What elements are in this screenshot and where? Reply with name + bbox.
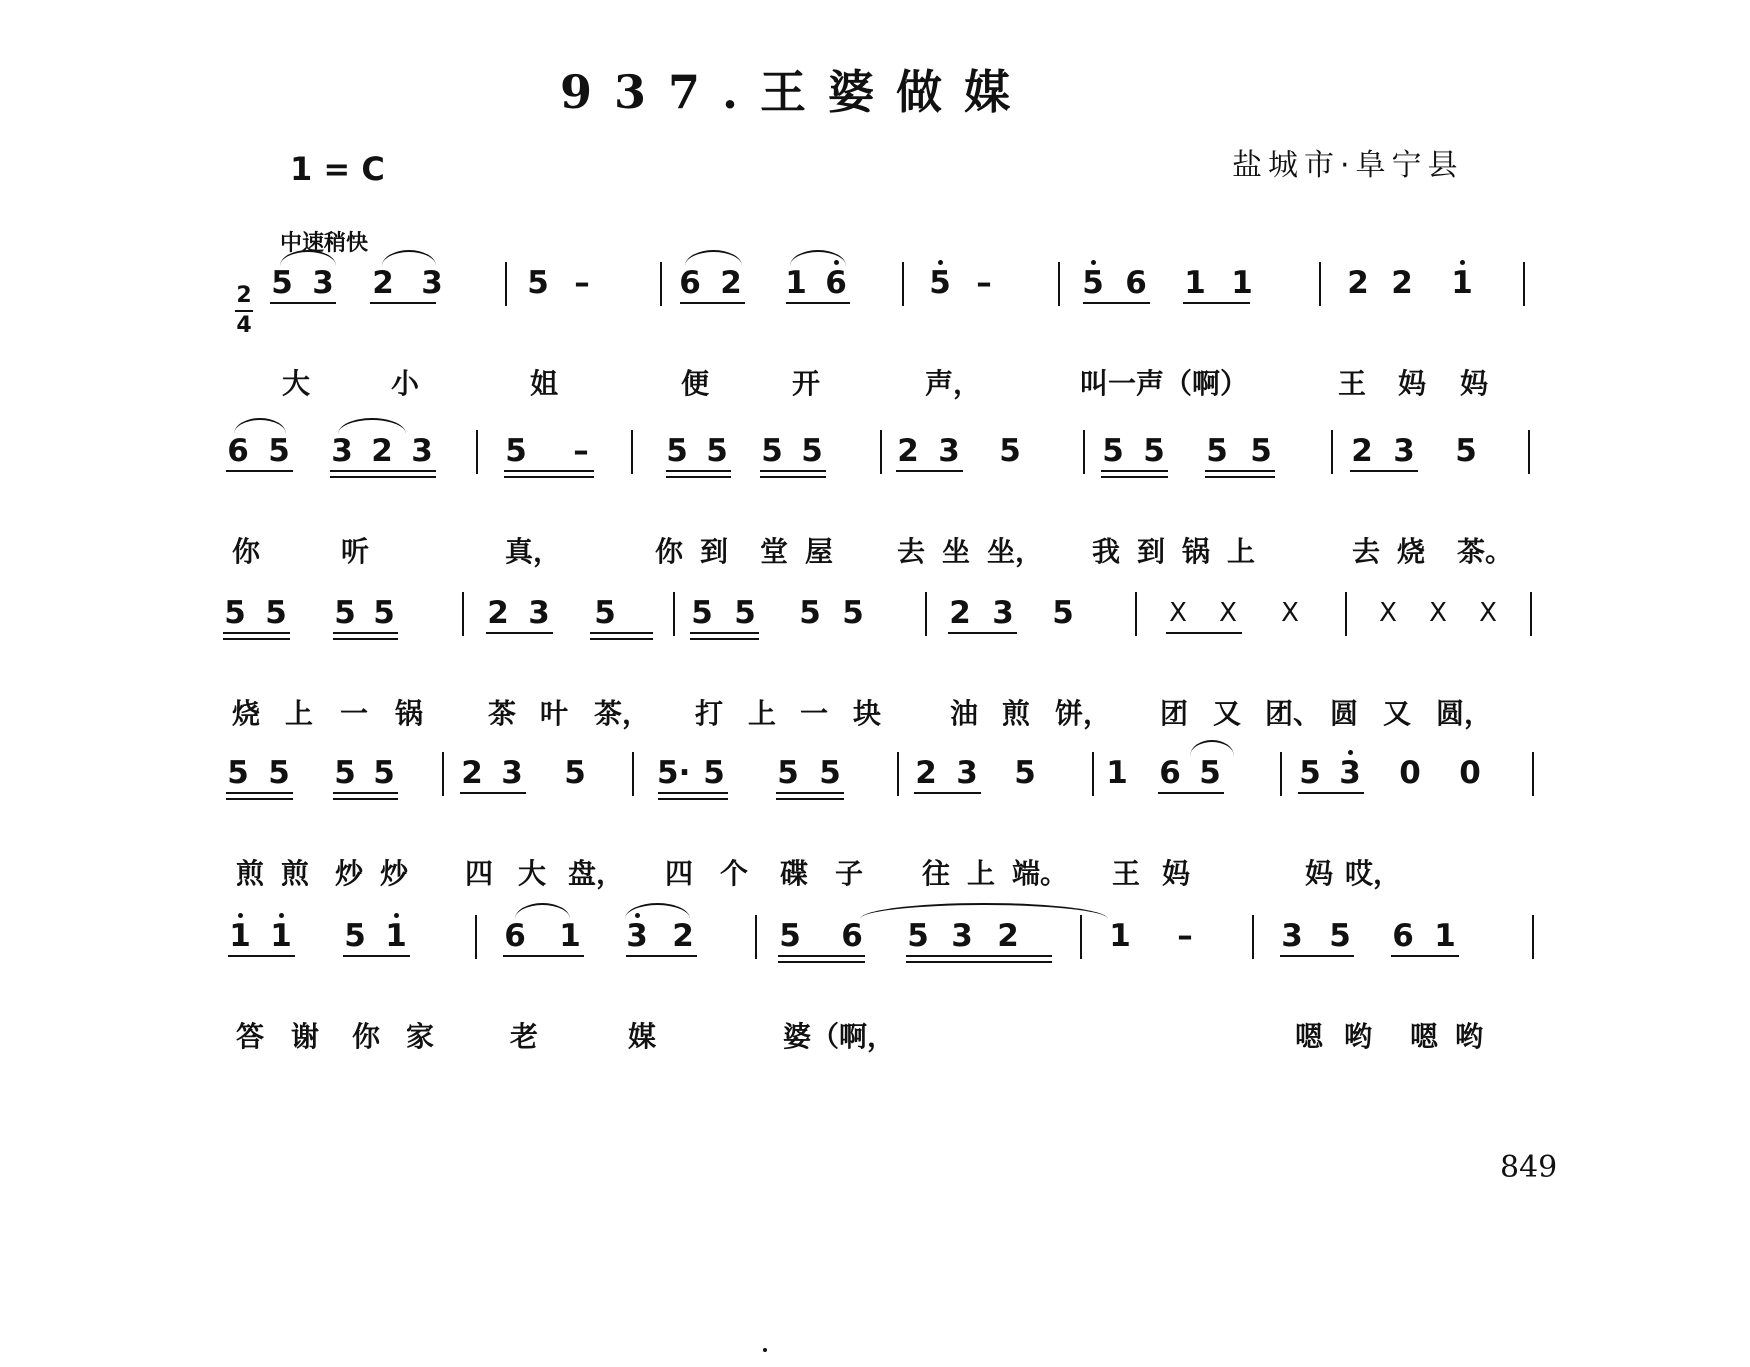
- barline: [1331, 430, 1333, 474]
- lyric-syllable: 嗯: [1410, 1020, 1439, 1053]
- beam: [690, 632, 759, 634]
- note: 6: [825, 265, 847, 301]
- barline: [897, 752, 899, 796]
- note: 2: [1351, 433, 1373, 469]
- score-line: [0, 592, 1750, 762]
- score-line: [0, 262, 1750, 432]
- barline: [1530, 592, 1532, 636]
- note: 5: [1206, 433, 1228, 469]
- region-label: 盐城市·阜宁县: [1232, 148, 1464, 183]
- beam: [1205, 476, 1275, 478]
- lyric-syllable: 便: [681, 367, 710, 400]
- lyric-syllable: 煎: [236, 857, 265, 890]
- note: 1: [385, 918, 407, 954]
- note-rhythm-x: X: [1219, 598, 1237, 628]
- beam: [1350, 470, 1418, 472]
- note: 5: [334, 755, 356, 791]
- lyric-syllable: 一: [800, 697, 829, 730]
- note: 5: [1143, 433, 1165, 469]
- note: 5: [1199, 755, 1221, 791]
- note-rhythm-x: X: [1169, 598, 1187, 628]
- note: 5: [801, 433, 823, 469]
- note: 3: [528, 595, 550, 631]
- lyric-syllable: 一: [340, 697, 369, 730]
- note: 5: [929, 265, 951, 301]
- lyric-syllable: 又: [1383, 697, 1412, 730]
- note: 5: [373, 755, 395, 791]
- lyric-syllable: 坐: [942, 535, 971, 568]
- note: 6: [1392, 918, 1414, 954]
- note: 5: [1052, 595, 1074, 631]
- note: 3: [1393, 433, 1415, 469]
- note: 2: [997, 918, 1019, 954]
- lyric-syllable: 哟: [1344, 1020, 1373, 1053]
- barline: [475, 915, 477, 959]
- lyric-syllable: 端。: [1012, 857, 1069, 890]
- beam: [223, 638, 290, 640]
- high-octave-dot: [1460, 260, 1465, 265]
- note: 1: [1451, 265, 1473, 301]
- note: 0: [1459, 755, 1481, 791]
- beam: [1083, 302, 1150, 304]
- beam: [666, 470, 731, 472]
- note-dash: –: [573, 433, 589, 469]
- lyric-syllable: 妈: [1162, 857, 1191, 890]
- note: 3: [992, 595, 1014, 631]
- barline: [1252, 915, 1254, 959]
- note: 5: [999, 433, 1021, 469]
- barline: [660, 262, 662, 306]
- beam: [343, 955, 410, 957]
- lyric-syllable: 你: [655, 535, 684, 568]
- lyric-syllable: 王: [1112, 857, 1141, 890]
- lyric-syllable: 妈: [1305, 857, 1334, 890]
- lyric-syllable: 油: [950, 697, 979, 730]
- note: 2: [949, 595, 971, 631]
- note: 5: [594, 595, 616, 631]
- beam: [906, 961, 1052, 963]
- slur: [382, 250, 436, 266]
- note: 5: [777, 755, 799, 791]
- lyric-syllable: 答: [236, 1020, 265, 1053]
- lyric-syllable: 叶: [540, 697, 569, 730]
- lyric-syllable: 叫一声（啊）: [1080, 367, 1249, 400]
- lyric-syllable: 妈: [1460, 367, 1489, 400]
- lyric-syllable: 锅: [395, 697, 424, 730]
- note: 3: [501, 755, 523, 791]
- lyric-syllable: 哟: [1455, 1020, 1484, 1053]
- note: 1: [1109, 918, 1131, 954]
- beam: [760, 470, 826, 472]
- lyric-syllable: 上: [1227, 535, 1256, 568]
- note-rhythm-x: X: [1429, 598, 1447, 628]
- beam: [504, 476, 594, 478]
- barline: [1080, 915, 1082, 959]
- time-signature-bottom: 4: [236, 313, 252, 338]
- note: 6: [1125, 265, 1147, 301]
- slur: [685, 250, 742, 266]
- barline: [1532, 915, 1534, 959]
- beam: [786, 302, 850, 304]
- stray-dot: [763, 1348, 767, 1352]
- barline: [462, 592, 464, 636]
- high-octave-dot: [1348, 750, 1353, 755]
- barline: [673, 592, 675, 636]
- note: 1: [1184, 265, 1206, 301]
- lyric-syllable: 姐: [530, 367, 559, 400]
- note: 1: [1106, 755, 1128, 791]
- barline: [1280, 752, 1282, 796]
- lyric-syllable: 煎: [1002, 697, 1031, 730]
- lyric-syllable: 屋: [805, 535, 834, 568]
- score-line: [0, 915, 1750, 1085]
- lyric-syllable: 块: [853, 697, 882, 730]
- note: 5: [227, 755, 249, 791]
- lyric-syllable: 你: [232, 535, 261, 568]
- note: 5: [344, 918, 366, 954]
- beam: [504, 470, 594, 472]
- lyric-syllable: 去: [1352, 535, 1381, 568]
- note: 2: [1391, 265, 1413, 301]
- beam: [223, 632, 290, 634]
- note: 5: [1014, 755, 1036, 791]
- lyric-syllable: 声，: [925, 367, 982, 400]
- note: 1: [559, 918, 581, 954]
- note: 5: [1082, 265, 1104, 301]
- barline: [880, 430, 882, 474]
- lyric-syllable: 个: [720, 857, 749, 890]
- note: 5: [564, 755, 586, 791]
- note: 6: [1159, 755, 1181, 791]
- beam: [1183, 302, 1250, 304]
- beam: [486, 632, 553, 634]
- note: 5·: [657, 755, 691, 791]
- lyric-syllable: 上: [967, 857, 996, 890]
- lyric-syllable: 往: [922, 857, 951, 890]
- lyric-syllable: 子: [835, 857, 864, 890]
- note-rhythm-x: X: [1281, 598, 1299, 628]
- note-dash: –: [1177, 918, 1193, 954]
- key-signature: 1 = C: [290, 150, 385, 188]
- note: 5: [1455, 433, 1477, 469]
- lyric-syllable: 哎，: [1345, 857, 1402, 890]
- note: 5: [373, 595, 395, 631]
- note: 5: [734, 595, 756, 631]
- beam: [226, 798, 293, 800]
- note: 1: [785, 265, 807, 301]
- note: 5: [527, 265, 549, 301]
- lyric-syllable: 打: [695, 697, 724, 730]
- beam: [370, 302, 436, 304]
- barline: [902, 262, 904, 306]
- note: 6: [227, 433, 249, 469]
- barline: [1319, 262, 1321, 306]
- note: 5: [224, 595, 246, 631]
- lyric-syllable: 真，: [505, 535, 562, 568]
- beam: [1101, 470, 1168, 472]
- note: 5: [691, 595, 713, 631]
- lyric-syllable: 碟: [780, 857, 809, 890]
- note: 5: [706, 433, 728, 469]
- note-dash: –: [574, 265, 590, 301]
- barline: [1532, 752, 1534, 796]
- lyric-syllable: 圆: [1330, 697, 1359, 730]
- lyric-syllable: 团、: [1265, 697, 1322, 730]
- note: 3: [312, 265, 334, 301]
- beam: [333, 798, 398, 800]
- note: 3: [411, 433, 433, 469]
- lyric-syllable: 炒: [335, 857, 364, 890]
- beam: [1280, 955, 1354, 957]
- high-octave-dot: [938, 260, 943, 265]
- beam: [914, 792, 981, 794]
- note: 6: [504, 918, 526, 954]
- note: 2: [371, 433, 393, 469]
- score-line: [0, 430, 1750, 600]
- note: 3: [1281, 918, 1303, 954]
- note: 5: [1102, 433, 1124, 469]
- beam: [503, 955, 584, 957]
- note-rhythm-x: X: [1379, 598, 1397, 628]
- barline: [1135, 592, 1137, 636]
- beam: [658, 792, 728, 794]
- note: 3: [421, 265, 443, 301]
- lyric-syllable: 老: [510, 1020, 539, 1053]
- note: 1: [229, 918, 251, 954]
- note: 5: [271, 265, 293, 301]
- note: 5: [1329, 918, 1351, 954]
- note: 5: [842, 595, 864, 631]
- lyric-syllable: 嗯: [1295, 1020, 1324, 1053]
- note-dash: –: [976, 265, 992, 301]
- note: 5: [268, 755, 290, 791]
- note: 5: [1299, 755, 1321, 791]
- barline: [1345, 592, 1347, 636]
- beam: [760, 476, 826, 478]
- high-octave-dot: [1091, 260, 1096, 265]
- lyric-syllable: 圆，: [1436, 697, 1493, 730]
- beam: [270, 302, 336, 304]
- note: 2: [720, 265, 742, 301]
- note: 6: [841, 918, 863, 954]
- beam: [330, 476, 436, 478]
- barline: [442, 752, 444, 796]
- note: 3: [951, 918, 973, 954]
- lyric-syllable: 茶: [488, 697, 517, 730]
- note: 5: [268, 433, 290, 469]
- page-number: 849: [1500, 1150, 1558, 1185]
- barline: [476, 430, 478, 474]
- lyric-syllable: 盘，: [568, 857, 625, 890]
- note: 1: [1231, 265, 1253, 301]
- beam: [226, 792, 293, 794]
- lyric-syllable: 婆（啊，: [783, 1020, 896, 1053]
- barline: [1083, 430, 1085, 474]
- barline: [1058, 262, 1060, 306]
- lyric-syllable: 妈: [1398, 367, 1427, 400]
- lyric-syllable: 大: [518, 857, 547, 890]
- lyric-syllable: 饼，: [1055, 697, 1112, 730]
- beam: [896, 470, 963, 472]
- lyric-syllable: 开: [792, 367, 821, 400]
- lyric-syllable: 到: [1137, 535, 1166, 568]
- note: 5: [666, 433, 688, 469]
- beam: [590, 638, 653, 640]
- note: 5: [799, 595, 821, 631]
- beam: [333, 638, 398, 640]
- note: 5: [779, 918, 801, 954]
- beam: [1101, 476, 1168, 478]
- barline: [631, 430, 633, 474]
- note: 2: [672, 918, 694, 954]
- beam: [776, 798, 844, 800]
- beam: [1166, 632, 1242, 634]
- lyric-syllable: 又: [1213, 697, 1242, 730]
- beam: [666, 476, 731, 478]
- beam: [228, 955, 295, 957]
- note: 2: [897, 433, 919, 469]
- lyric-syllable: 上: [285, 697, 314, 730]
- note: 5: [761, 433, 783, 469]
- note: 0: [1399, 755, 1421, 791]
- note: 3: [1339, 755, 1361, 791]
- note: 3: [956, 755, 978, 791]
- beam: [948, 632, 1017, 634]
- beam: [690, 638, 759, 640]
- time-signature-top: 2: [236, 283, 252, 308]
- beam: [778, 961, 865, 963]
- lyric-syllable: 听: [341, 535, 370, 568]
- beam: [1298, 792, 1364, 794]
- beam: [460, 792, 526, 794]
- lyric-syllable: 家: [406, 1020, 435, 1053]
- lyric-syllable: 大: [282, 367, 311, 400]
- note: 2: [487, 595, 509, 631]
- beam: [658, 798, 728, 800]
- note: 5: [505, 433, 527, 469]
- lyric-syllable: 茶，: [594, 697, 651, 730]
- high-octave-dot: [394, 913, 399, 918]
- note: 5: [1250, 433, 1272, 469]
- barline: [505, 262, 507, 306]
- high-octave-dot: [238, 913, 243, 918]
- beam: [330, 470, 436, 472]
- note: 3: [938, 433, 960, 469]
- lyric-syllable: 烧: [232, 697, 261, 730]
- score-line: [0, 752, 1750, 922]
- beam: [680, 302, 745, 304]
- note: 5: [703, 755, 725, 791]
- note: 6: [679, 265, 701, 301]
- note: 1: [270, 918, 292, 954]
- note: 5: [907, 918, 929, 954]
- lyric-syllable: 你: [352, 1020, 381, 1053]
- beam: [1391, 955, 1459, 957]
- lyric-syllable: 我: [1092, 535, 1121, 568]
- note: 2: [461, 755, 483, 791]
- barline: [925, 592, 927, 636]
- lyric-syllable: 去: [897, 535, 926, 568]
- lyric-syllable: 堂: [760, 535, 789, 568]
- note: 2: [1347, 265, 1369, 301]
- lyric-syllable: 烧: [1397, 535, 1426, 568]
- barline: [632, 752, 634, 796]
- note: 3: [626, 918, 648, 954]
- lyric-syllable: 到: [700, 535, 729, 568]
- lyric-syllable: 煎: [281, 857, 310, 890]
- lyric-syllable: 王: [1338, 367, 1367, 400]
- note: 5: [265, 595, 287, 631]
- lyric-syllable: 上: [748, 697, 777, 730]
- lyric-syllable: 四: [665, 857, 694, 890]
- beam: [590, 632, 653, 634]
- barline: [1092, 752, 1094, 796]
- barline: [1523, 262, 1525, 306]
- lyric-syllable: 锅: [1182, 535, 1211, 568]
- beam: [906, 955, 1052, 957]
- tempo-marking: 中速稍快: [280, 231, 369, 256]
- lyric-syllable: 团: [1160, 697, 1189, 730]
- note: 5: [334, 595, 356, 631]
- note: 3: [331, 433, 353, 469]
- lyric-syllable: 炒: [380, 857, 409, 890]
- beam: [778, 955, 865, 957]
- beam: [1205, 470, 1275, 472]
- note: 2: [372, 265, 394, 301]
- lyric-syllable: 谢: [291, 1020, 320, 1053]
- lyric-syllable: 茶。: [1457, 535, 1514, 568]
- high-octave-dot: [279, 913, 284, 918]
- lyric-syllable: 坐，: [987, 535, 1044, 568]
- beam: [226, 470, 293, 472]
- beam: [333, 632, 398, 634]
- beam: [626, 955, 697, 957]
- note: 2: [915, 755, 937, 791]
- lyric-syllable: 四: [465, 857, 494, 890]
- page-title: 937.王婆做媒: [560, 65, 1033, 119]
- slur: [790, 250, 846, 266]
- barline: [755, 915, 757, 959]
- note-rhythm-x: X: [1479, 598, 1497, 628]
- note: 5: [819, 755, 841, 791]
- beam: [333, 792, 398, 794]
- lyric-syllable: 小: [391, 367, 420, 400]
- note: 1: [1434, 918, 1456, 954]
- beam: [1158, 792, 1224, 794]
- barline: [1528, 430, 1530, 474]
- lyric-syllable: 媒: [628, 1020, 657, 1053]
- beam: [776, 792, 844, 794]
